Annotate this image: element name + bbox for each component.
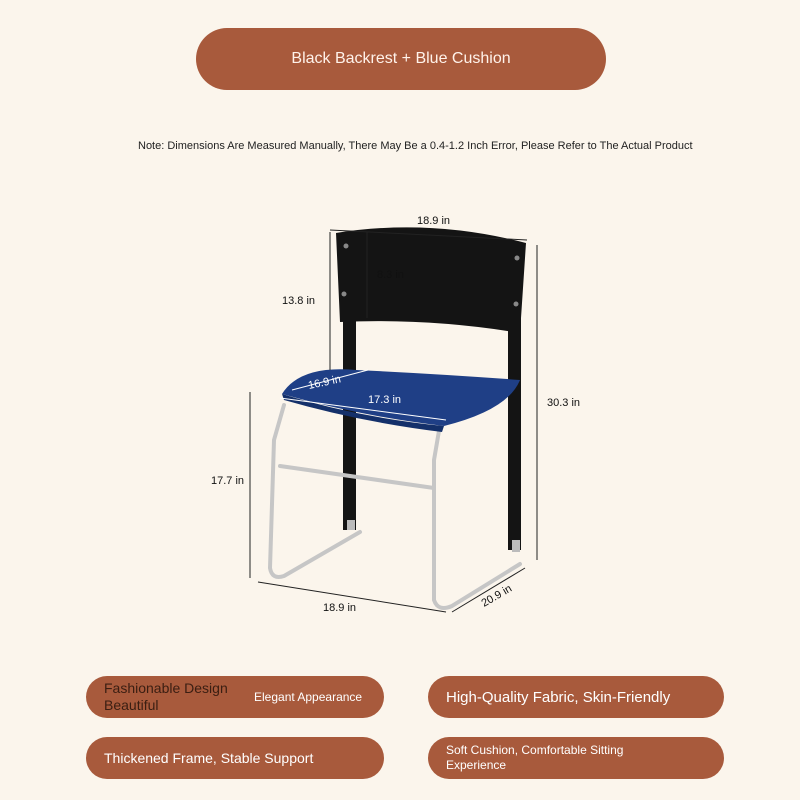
feature-frame (86, 737, 384, 779)
dim-top-width: 18.9 in (417, 215, 451, 227)
measurement-note: Note: Dimensions Are Measured Manually, There May Be a 0.4-1.2 Inch Error, Please Refer to The Actual Product (138, 140, 693, 152)
feature-fabric-title: High-Quality Fabric, Skin-Friendly (446, 688, 671, 706)
feature-design-subtitle: Elegant Appearance (254, 690, 363, 704)
title-text: Black Backrest + Blue Cushion (291, 50, 511, 67)
dim-backrest-height: 8.3 in (377, 269, 404, 281)
feature-cushion (428, 737, 724, 779)
feature-fabric (428, 676, 724, 718)
dim-base-width: 18.9 in (323, 602, 357, 614)
feature-design-title: Fashionable Design Beautiful (104, 680, 228, 713)
rear-right-leg (508, 300, 521, 550)
backrest-screw (342, 292, 347, 297)
feature-frame-title: Thickened Frame, Stable Support (104, 750, 314, 766)
feature-cushion-title: Soft Cushion, Comfortable Sitting Experience (446, 743, 624, 772)
leg-cap-right (512, 540, 520, 552)
dim-back-height: 13.8 in (282, 295, 316, 307)
dim-seat-width: 17.3 in (368, 394, 402, 406)
dim-base-depth: 20.9 in (479, 582, 515, 610)
metal-frame (270, 405, 520, 608)
backrest-screw (344, 244, 349, 249)
backrest-screw (514, 302, 519, 307)
backrest-screw (515, 256, 520, 261)
dim-total-height: 30.3 in (547, 397, 581, 409)
feature-design (86, 676, 384, 718)
leg-cap-left (347, 520, 355, 530)
backrest (336, 227, 526, 333)
dim-seat-height: 17.7 in (211, 475, 245, 487)
dim-seat-depth: 16.9 in (307, 373, 342, 392)
